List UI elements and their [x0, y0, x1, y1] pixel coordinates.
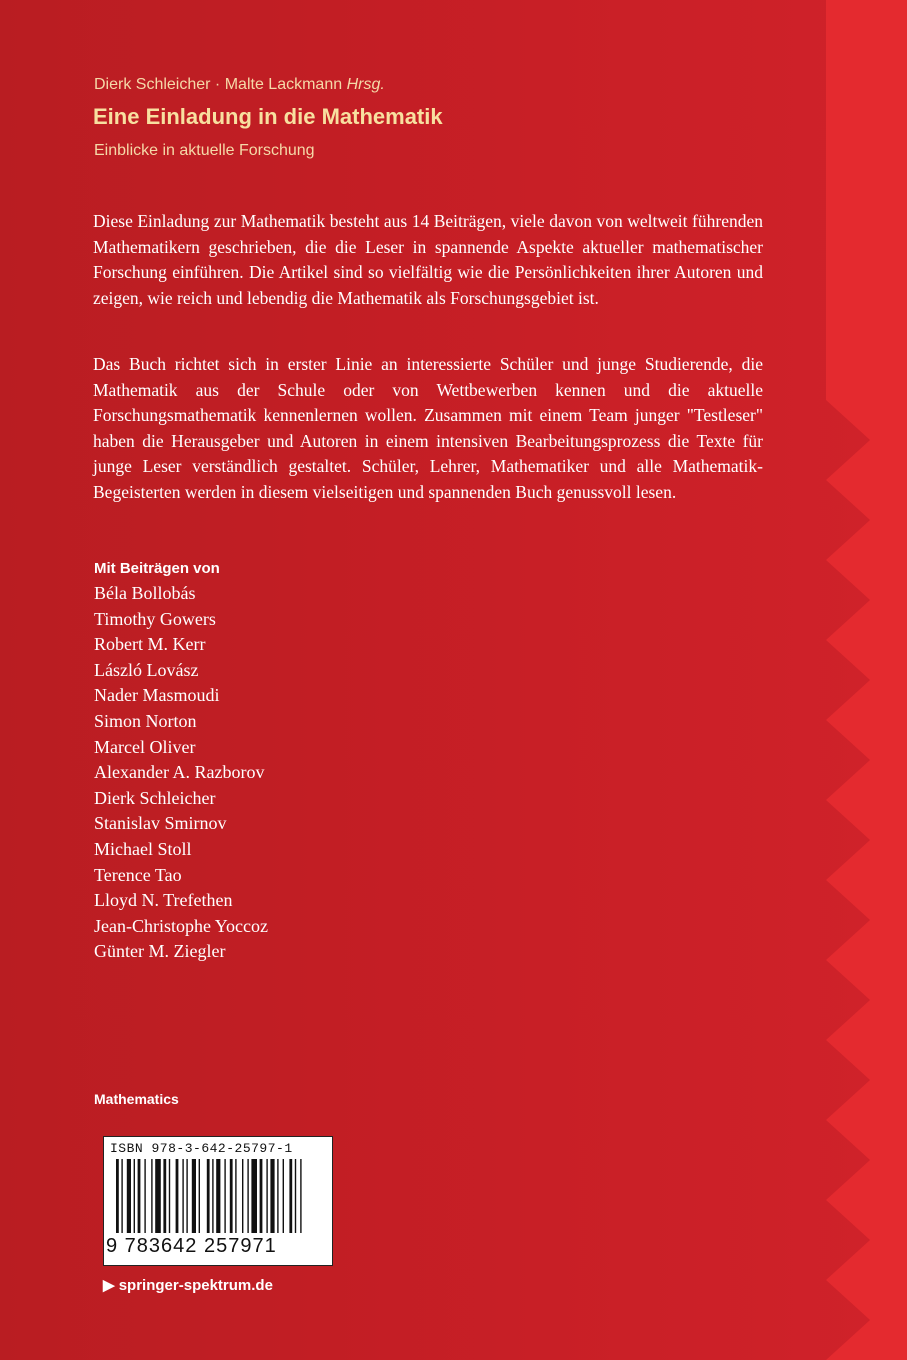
book-title: Eine Einladung in die Mathematik — [93, 104, 443, 129]
contributor-name: Béla Bollobás — [94, 583, 196, 603]
contributor-name: Lloyd N. Trefethen — [94, 890, 233, 911]
contributor-name: Nader Masmoudi — [94, 685, 220, 706]
contributor-name: Robert M. Kerr — [94, 634, 206, 655]
editors-line — [94, 76, 385, 94]
contributor-name: Timothy Gowers — [94, 608, 216, 629]
contributor-name: Alexander A. Razborov — [94, 762, 265, 783]
isbn-barcode — [103, 1136, 333, 1266]
contributor-name: Michael Stoll — [94, 838, 192, 859]
isbn-label: ISBN 978-3-642-25797-1 — [110, 1141, 293, 1156]
contributors-list — [94, 581, 268, 965]
contributor-name: Stanislav Smirnov — [94, 813, 227, 834]
spine-accent-strip — [826, 0, 907, 400]
contributor-name: Simon Norton — [94, 710, 197, 731]
arrow-right-icon: ▶ — [103, 1277, 115, 1294]
book-subtitle: Einblicke in aktuelle Forschung — [94, 142, 315, 159]
contributors-heading: Mit Beiträgen von — [94, 560, 220, 577]
editor-name: Dierk Schleicher · — [94, 76, 221, 93]
blurb-paragraph: Diese Einladung zur Mathematik besteht aus 14 Beiträgen, viele davon von weltweit führenden Mathematikern geschrieben, die die Leser in spannende Aspekte aktueller mathematischer Forschung einführen. Die Artikel sind so vielfältig wie die Persönlichkeiten ihrer Autoren und zeigen, wie reich und lebendig die Mathematik als Forschungsgebiet ist. — [93, 211, 763, 308]
barcode-bars — [104, 1159, 332, 1235]
contributor-name: Marcel Oliver — [94, 736, 196, 757]
ean-digits: 9 783642 257971 — [106, 1235, 277, 1257]
contributor-name: Terence Tao — [94, 864, 182, 885]
contributor-name: Dierk Schleicher — [94, 787, 216, 808]
zigzag-accent — [820, 400, 907, 1360]
contributor-name: László Lovász — [94, 659, 199, 680]
subject-category: Mathematics — [94, 1091, 179, 1107]
editor-role: Hrsg. — [346, 76, 385, 93]
contributor-name: Jean-Christophe Yoccoz — [94, 915, 268, 936]
editor-name: Malte Lackmann — [224, 76, 343, 93]
contributor-name: Günter M. Ziegler — [94, 941, 226, 962]
website-link[interactable]: springer-spektrum.de — [118, 1277, 273, 1294]
blurb-paragraph: Das Buch richtet sich in erster Linie an interessierte Schüler und junge Studierende, die Mathematik aus der Schule oder von Wettbewerben kennen und die aktuelle Forschungsmathematik kennenlernen wollen. Zusammen mit einem Team junger "Testleser" haben die Herausgeber und Autoren in einem intensiven Bearbeitungsprozess die Texte für junge Leser verständlich gestaltet. Schüler, Lehrer, Mathematiker und alle Mathematik-Begeisterten werden in diesem vielseitigen und spannenden Buch genussvoll lesen. — [93, 354, 763, 502]
publisher-website[interactable] — [103, 1276, 273, 1294]
